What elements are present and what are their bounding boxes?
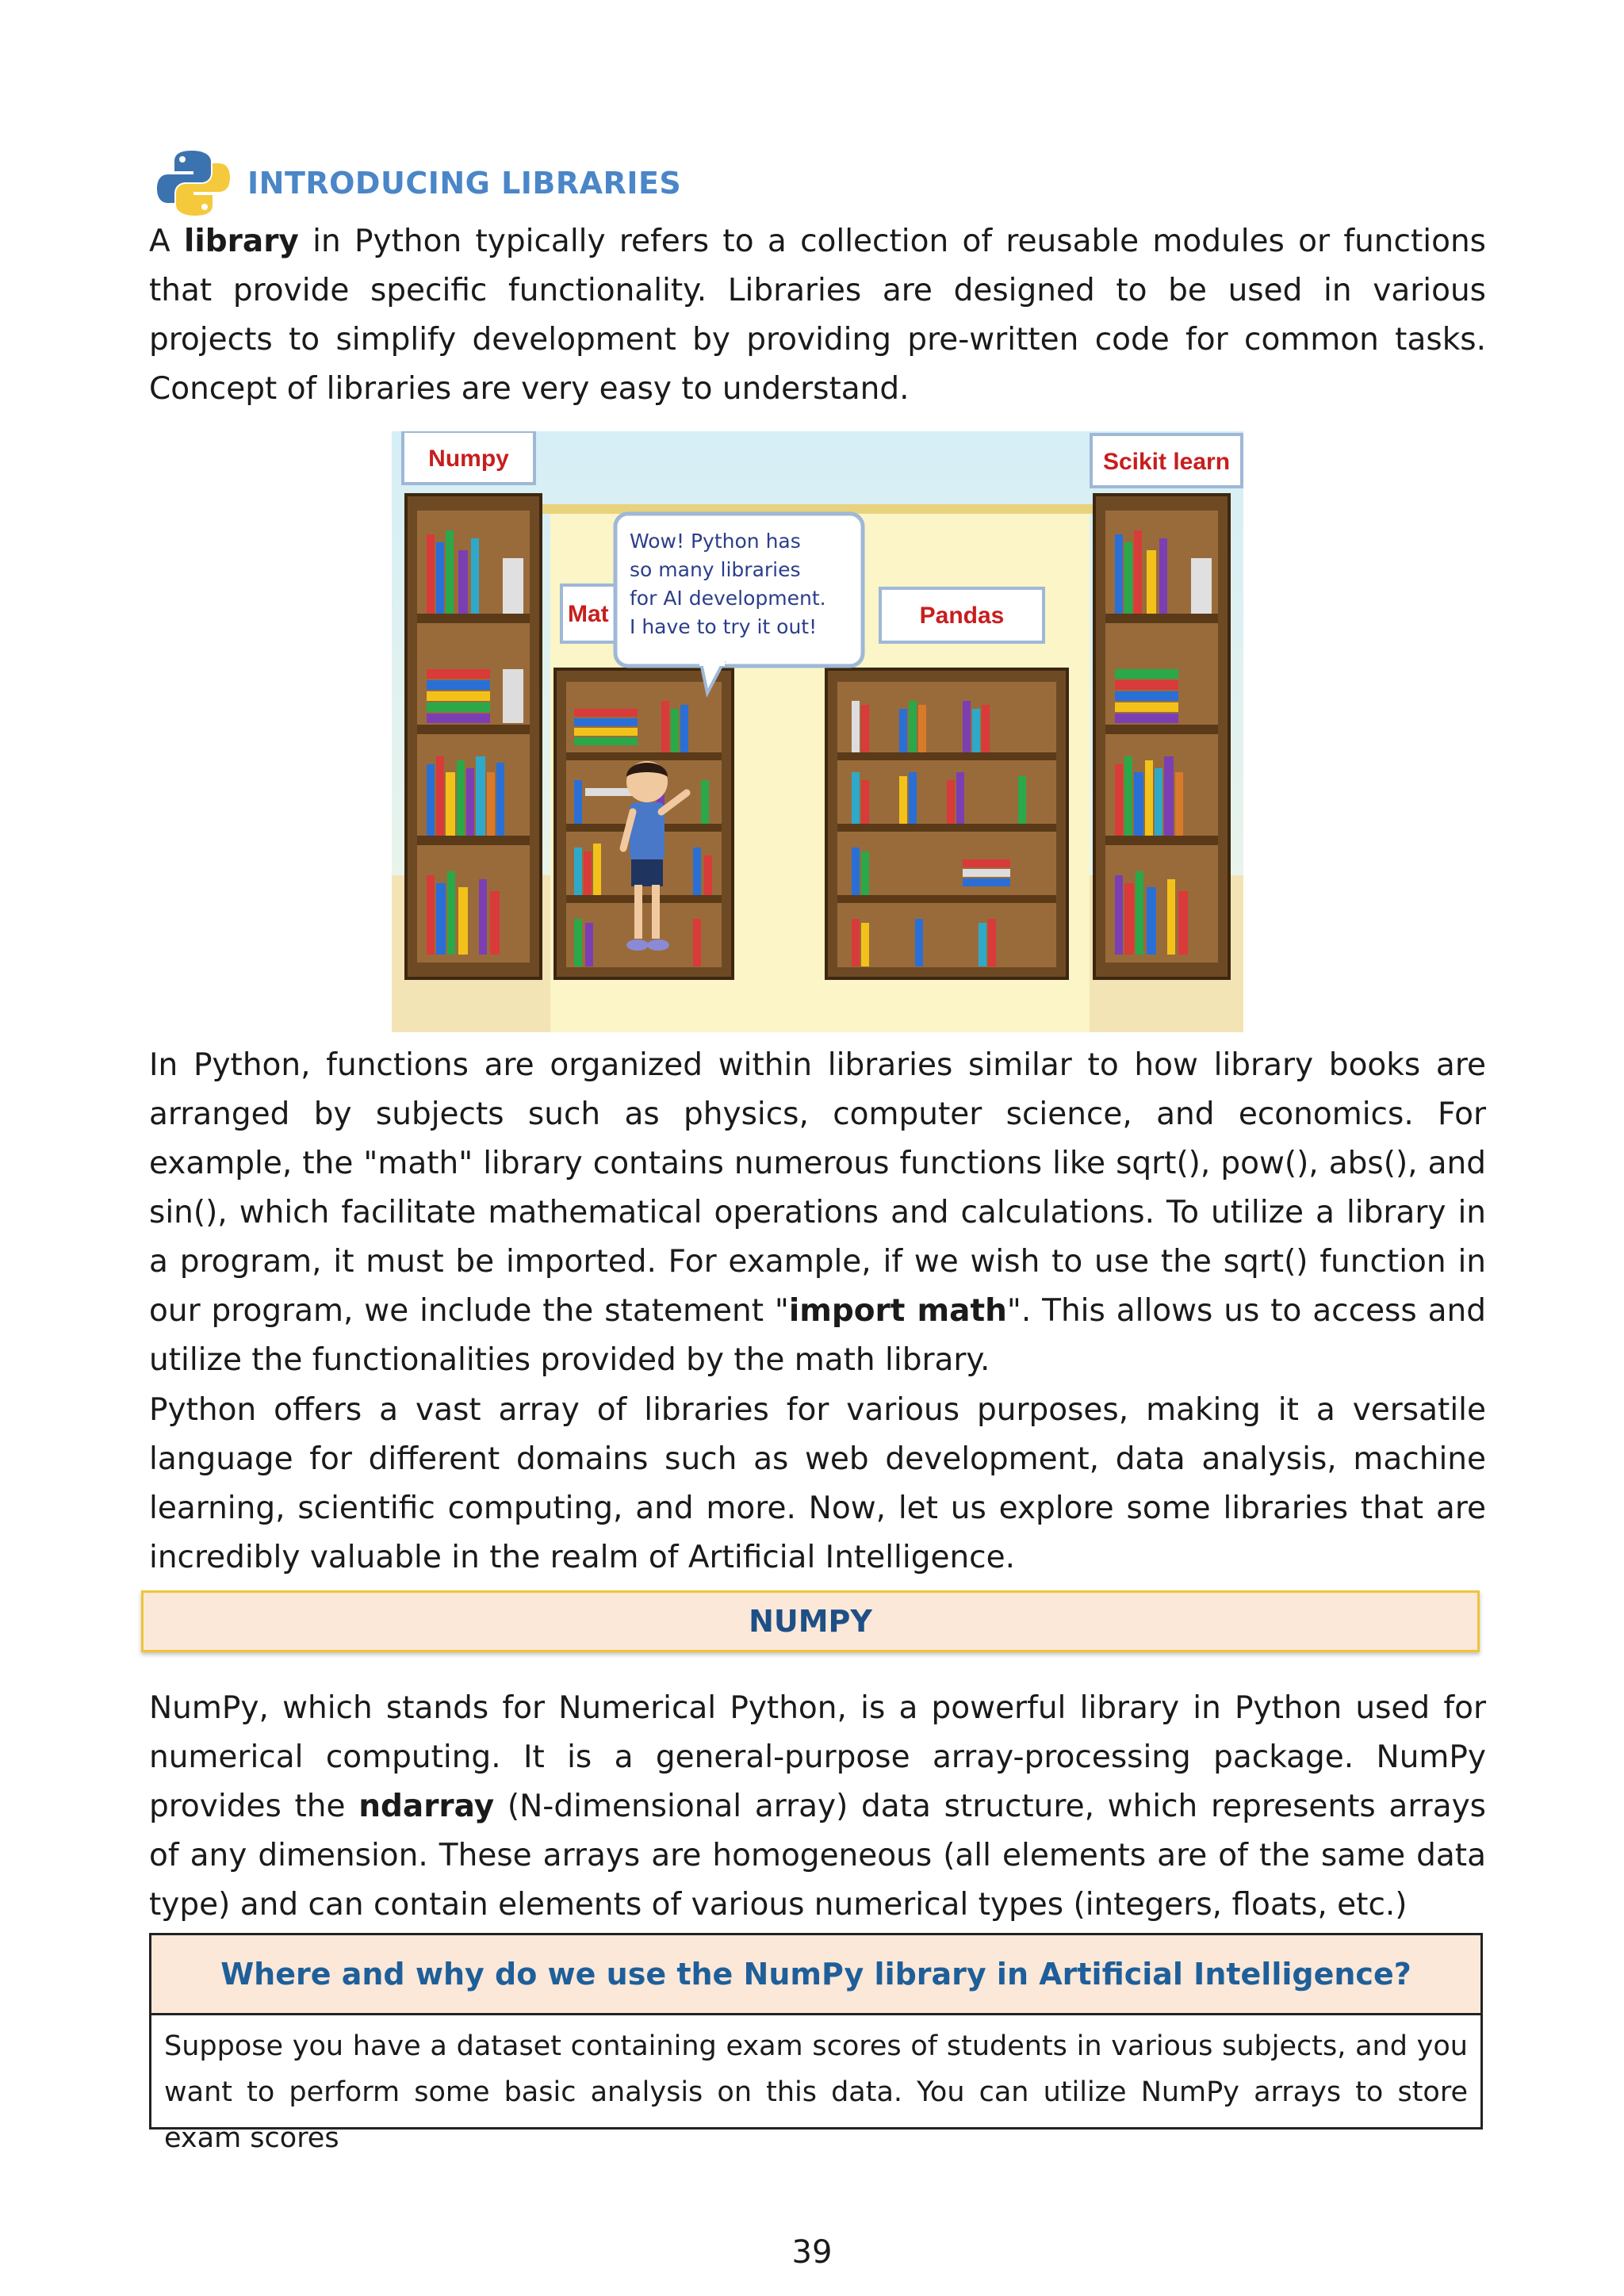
- python-logo-icon: [155, 147, 232, 219]
- section-title: INTRODUCING LIBRARIES: [247, 166, 682, 201]
- page-number: 39: [791, 2234, 833, 2271]
- label-numpy: [403, 431, 534, 484]
- speech-bubble: [615, 514, 863, 693]
- label-scikit-learn: [1091, 434, 1242, 487]
- label-pandas-text: Pandas: [919, 603, 1005, 629]
- bookshelf-right: [1094, 495, 1229, 978]
- library-term: library: [183, 224, 299, 259]
- numpy-ai-box-title: Where and why do we use the NumPy library in Artificial Intelligence?: [220, 1957, 1411, 1992]
- numpy-text-start: NumPy, which stands for Numerical Python, is a powerful library in Python used for numerical computing. It is a general-purpose array-processing package. NumPy provides the: [149, 1690, 1486, 1824]
- numpy-ai-box-header: [151, 1935, 1480, 2015]
- numpy-paragraph: [149, 1684, 1486, 1930]
- bookshelf-center-right: [826, 669, 1067, 978]
- section-heading: [155, 147, 681, 219]
- label-math-text: Mat: [568, 601, 609, 627]
- numpy-section-bar: [141, 1590, 1480, 1652]
- numpy-ai-box: [149, 1933, 1483, 2154]
- intro-paragraph: [149, 217, 1486, 414]
- intro-text-start: A: [149, 224, 184, 259]
- bookshelf-left: [406, 495, 541, 978]
- label-scikit-text: Scikit learn: [1102, 449, 1231, 475]
- speech-line-2: so many libraries: [630, 558, 801, 581]
- numpy-text-end: (N-dimensional array) data structure, which represents arrays of any dimension. These arrays are homogeneous (all elements are of the same data type) and can contain elements of various numerical types (integers, floats, etc.): [149, 1789, 1487, 1923]
- numpy-section-title: NUMPY: [749, 1604, 872, 1639]
- import-math-term: import math: [788, 1293, 1007, 1329]
- speech-line-3: for AI development.: [630, 587, 826, 610]
- label-numpy-text: Numpy: [428, 446, 509, 472]
- speech-line-4: I have to try it out!: [630, 615, 818, 638]
- functions-paragraph: [149, 1041, 1486, 1385]
- speech-line-1: Wow! Python has: [630, 530, 801, 553]
- libraries-paragraph: Python offers a vast array of libraries for various purposes, making it a versatile language for different domains such as web development, data analysis, machine learning, scientific computing, and more. Now, let us explore some libraries that are incredibly valuable in the realm of Artificial Intelligence.: [149, 1392, 1486, 1575]
- label-math: [561, 585, 619, 642]
- intro-text-end: in Python typically refers to a collection of reusable modules or functions that provide specific functionality. Libraries are designed to be used in various projects to simplify development by providing pre-written code for common tasks. Concept of libraries are very easy to understand.: [149, 224, 1486, 407]
- numpy-ai-box-body: Suppose you have a dataset containing exam scores of students in various subjects, and you want to perform some basic analysis on this data. You can utilize NumPy arrays to store exam scores: [164, 2030, 1468, 2154]
- ndarray-term: ndarray: [358, 1789, 495, 1824]
- label-pandas: [880, 588, 1044, 642]
- library-illustration: [392, 431, 1243, 1032]
- functions-text-end: ". This allows us to access and utilize the functionalities provided by the math library.: [149, 1293, 1486, 1378]
- functions-text-start: In Python, functions are organized within libraries similar to how library books are arranged by subjects such as physics, computer science, and economics. For example, the "math" library contains numerous functions like sqrt(), pow(), abs(), and sin(), which facilitate mathematical operations and calculations. To utilize a library in a program, it must be imported. For example, if we wish to use the sqrt() function in our program, we include the statement ": [149, 1047, 1486, 1329]
